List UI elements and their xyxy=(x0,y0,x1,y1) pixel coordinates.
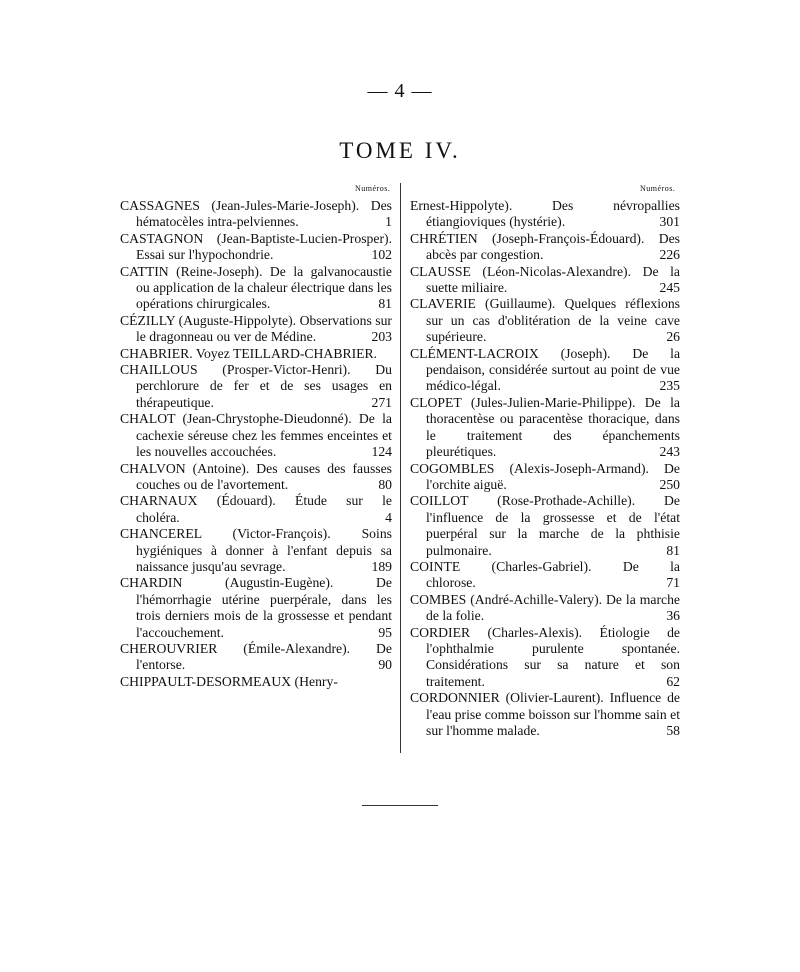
thesis-number: 301 xyxy=(659,214,680,230)
entry-body xyxy=(410,461,680,492)
thesis-number: 235 xyxy=(659,378,680,394)
entry-body xyxy=(120,346,377,361)
thesis-title: De la cachexie séreuse chez les femmes enceintes et les nouvelles accouchées. xyxy=(136,411,392,460)
entry-body xyxy=(410,296,680,344)
thesis-number: 124 xyxy=(371,444,392,460)
author-name: CHAILLOUS (Prosper-Victor-Henri). xyxy=(120,362,351,378)
entry-body xyxy=(410,395,680,459)
entry-body xyxy=(120,641,392,672)
entry-body xyxy=(120,231,392,262)
author-name: CHRÉTIEN (Joseph-François-Édouard). xyxy=(410,230,645,246)
left-column xyxy=(120,198,392,690)
thesis-title: Soins hygiéniques à donner à l'enfant depuis sa naissance jusqu'au sevrage. xyxy=(136,526,392,574)
index-entry xyxy=(120,526,392,575)
index-entry xyxy=(410,592,680,625)
thesis-number: 1 xyxy=(385,214,392,230)
thesis-number: 245 xyxy=(659,280,680,296)
entry-body xyxy=(120,411,392,459)
thesis-number: 81 xyxy=(666,542,680,558)
thesis-number: 95 xyxy=(378,624,392,640)
author-name: CATTIN (Reine-Joseph). xyxy=(120,263,263,279)
thesis-number: 26 xyxy=(666,329,680,345)
index-entry xyxy=(410,625,680,691)
index-entry xyxy=(410,231,680,264)
thesis-title: Voyez TEILLARD-CHABRIER. xyxy=(195,345,378,361)
thesis-number: 81 xyxy=(378,296,392,312)
author-name: CLAVERIE (Guillaume). xyxy=(410,296,556,312)
thesis-title: Des hématocèles intra-pelviennes. xyxy=(136,198,393,230)
author-name: COMBES (André-Achille-Valery). xyxy=(410,591,603,607)
index-entry xyxy=(410,461,680,494)
author-name: CHARDIN (Augustin-Eugène). xyxy=(120,575,334,591)
entry-body xyxy=(120,461,392,492)
index-entry xyxy=(120,264,392,313)
thesis-number: 189 xyxy=(371,558,392,574)
index-entry xyxy=(120,575,392,641)
column-heading-right: Numéros. xyxy=(640,184,676,193)
author-name: CORDONNIER (Olivier-Laurent). xyxy=(410,690,604,706)
column-divider xyxy=(400,183,401,753)
thesis-number: 226 xyxy=(659,247,680,263)
entry-body xyxy=(120,362,392,410)
index-entry xyxy=(120,411,392,460)
entry-body xyxy=(120,526,392,574)
author-name: CHALVON (Antoine). xyxy=(120,460,250,476)
thesis-title: De l'hémorrhagie utérine puerpérale, dans les trois derniers mois de la grossesse et pendant l'accouchement. xyxy=(136,575,392,640)
author-name: CHABRIER. xyxy=(120,345,193,361)
entry-body xyxy=(120,198,392,229)
index-entry xyxy=(410,493,680,559)
author-name: CHARNAUX (Édouard). xyxy=(120,493,276,509)
index-entry xyxy=(410,346,680,395)
author-name: CHANCEREL (Victor-François). xyxy=(120,526,331,542)
author-name: CLAUSSE (Léon-Nicolas-Alexandre). xyxy=(410,263,632,279)
thesis-title: Des causes des fausses couches ou de l'avortement. xyxy=(136,460,392,492)
entry-body xyxy=(120,674,338,689)
thesis-number: 250 xyxy=(659,476,680,492)
thesis-title: De l'influence de la grossesse et de l'état puerpéral sur la marche de la phthisie pulmonaire. xyxy=(426,493,681,558)
thesis-number: 71 xyxy=(666,575,680,591)
thesis-title: Du perchlorure de fer et de ses usages en thérapeutique. xyxy=(136,362,392,410)
index-entry xyxy=(410,395,680,461)
entry-body xyxy=(410,198,680,229)
index-entry xyxy=(120,493,392,526)
index-entry xyxy=(120,198,392,231)
entry-body xyxy=(410,559,680,590)
thesis-number: 62 xyxy=(666,673,680,689)
author-name: COILLOT (Rose-Prothade-Achille). xyxy=(410,493,636,509)
author-name: CHEROUVRIER (Émile-Alexandre). xyxy=(120,640,351,656)
column-heading-left: Numéros. xyxy=(355,184,391,193)
author-name: CLOPET (Jules-Julien-Marie-Philippe). xyxy=(410,394,636,410)
thesis-number: 102 xyxy=(371,247,392,263)
thesis-title: Étiologie de l'ophthalmie purulente spontanée. Considérations sur sa nature et son traitement. xyxy=(426,624,680,689)
index-entry xyxy=(120,674,392,690)
thesis-number: 90 xyxy=(378,657,392,673)
thesis-title: De la suette miliaire. xyxy=(426,263,681,296)
index-entry xyxy=(410,559,680,592)
entry-body xyxy=(410,592,680,623)
thesis-number: 80 xyxy=(378,476,392,492)
thesis-title: Quelques réflexions sur un cas d'oblitération de la veine cave supérieure. xyxy=(426,296,681,345)
thesis-title: De la marche de la folie. xyxy=(426,591,681,624)
bottom-rule xyxy=(362,805,438,806)
entry-body xyxy=(410,690,680,738)
thesis-title: Ernest-Hippolyte). Des névropallies étiangioviques (hystérie). xyxy=(410,198,680,230)
thesis-title: De la chlorose. xyxy=(426,558,680,591)
thesis-title: De la pendaison, considérée surtout au point de vue médico-légal. xyxy=(426,345,681,394)
index-entry xyxy=(410,264,680,297)
author-name: COGOMBLES (Alexis-Joseph-Armand). xyxy=(410,460,649,476)
thesis-title: Influence de l'eau prise comme boisson sur l'homme sain et sur l'homme malade. xyxy=(426,690,680,738)
entry-body xyxy=(120,575,392,639)
author-name: CLÉMENT-LACROIX (Joseph). xyxy=(410,345,611,361)
entry-body xyxy=(120,493,392,524)
author-name: CÉZILLY (Auguste-Hippolyte). xyxy=(120,312,297,328)
author-name: CHALOT (Jean-Chrystophe-Dieudonné). xyxy=(120,411,352,427)
thesis-title: Des abcès par congestion. xyxy=(426,230,681,263)
author-name: COINTE (Charles-Gabriel). xyxy=(410,558,592,574)
thesis-number: 58 xyxy=(666,723,680,738)
index-entry xyxy=(120,313,392,346)
entry-body xyxy=(120,313,392,344)
page-number: — 4 — xyxy=(367,80,433,102)
entry-body xyxy=(410,231,680,262)
index-entry xyxy=(120,362,392,411)
thesis-title: Essai sur l'hypochondrie. xyxy=(136,247,274,263)
entry-body xyxy=(410,264,680,295)
author-name: CASTAGNON (Jean-Baptiste-Lucien-Prosper). xyxy=(120,230,392,246)
entry-body xyxy=(410,346,680,394)
index-entry xyxy=(120,461,392,494)
author-name: CASSAGNES (Jean-Jules-Marie-Joseph). xyxy=(120,198,360,213)
thesis-number: 36 xyxy=(666,608,680,624)
entry-body xyxy=(120,264,392,312)
thesis-title: De la thoracentèse ou paracentèse thoracique, dans le traitement des épanchements pleurétiques. xyxy=(426,394,680,460)
index-entry xyxy=(120,346,392,362)
index-entry xyxy=(410,198,680,231)
thesis-number: 271 xyxy=(371,394,392,410)
thesis-title: De la galvanocaustie ou application de la chaleur électrique dans les opérations chirurgicales. xyxy=(136,263,392,312)
right-column xyxy=(410,198,680,739)
index-entry xyxy=(410,690,680,739)
thesis-number: 4 xyxy=(385,509,392,525)
thesis-title: De l'entorse. xyxy=(136,640,392,673)
index-entry xyxy=(410,296,680,345)
entry-body xyxy=(410,625,680,689)
entry-body xyxy=(410,493,680,557)
thesis-title: Observations sur le dragonneau ou ver de Médine. xyxy=(136,312,392,345)
thesis-number: 243 xyxy=(659,444,680,460)
author-name: CORDIER (Charles-Alexis). xyxy=(410,624,583,640)
index-entry xyxy=(120,641,392,674)
index-entry xyxy=(120,231,392,264)
author-name: CHIPPAULT-DESORMEAUX (Henry- xyxy=(120,673,338,689)
thesis-title: De l'orchite aiguë. xyxy=(426,460,681,492)
thesis-number: 203 xyxy=(371,329,392,345)
thesis-title: Étude sur le choléra. xyxy=(136,493,392,525)
volume-title: TOME IV. xyxy=(339,138,461,163)
